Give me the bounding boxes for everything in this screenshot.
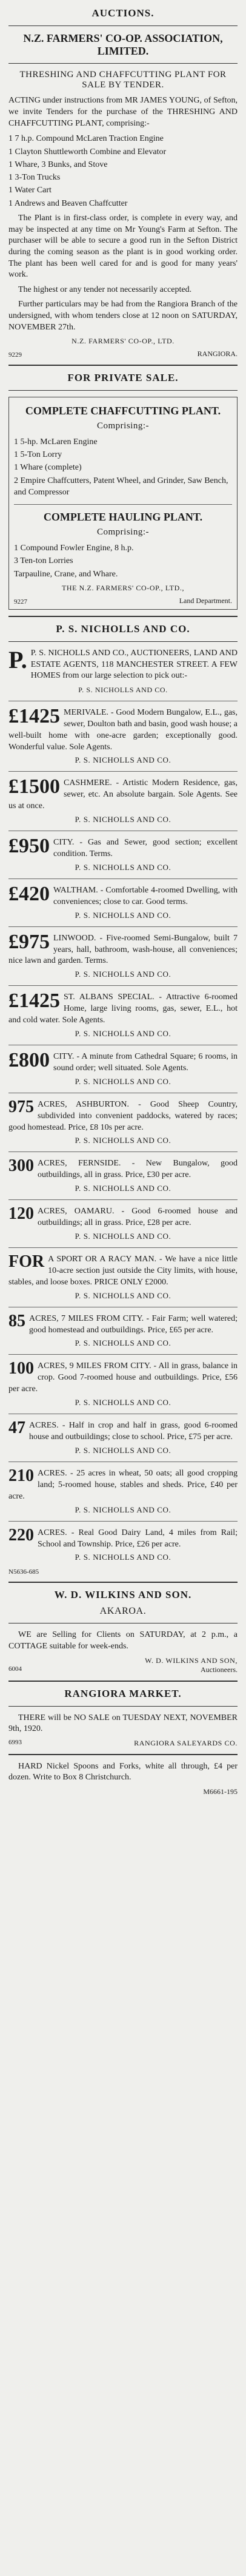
last-notice-text: HARD Nickel Spoons and Forks, white all through, £4 per dozen. Write to Box 8 Christchurch.	[8, 1761, 238, 1782]
listing-price: £975	[8, 930, 50, 953]
divider	[8, 25, 238, 26]
listing-text: MERIVALE. - Good Modern Bungalow, E.L., gas, sewer, Doulton bath and basin, good wash house; a well-built home with one-acre garden; exceptionally good. Wonderful value. Sole Agents.	[8, 707, 238, 752]
notice-number: N5636-685	[8, 1568, 39, 1576]
listing-agent: P. S. NICHOLLS AND CO.	[75, 862, 171, 872]
hauling-items	[14, 542, 232, 580]
divider	[8, 1521, 238, 1522]
nicholls-listings	[8, 704, 238, 1563]
hauling-item: Tarpauline, Crane, and Whare.	[14, 569, 118, 579]
plant-item: 1 Whare (complete)	[14, 463, 82, 473]
listing	[8, 1420, 238, 1455]
divider	[8, 878, 238, 879]
plant-item: 1 5-Ton Lorry	[14, 450, 62, 460]
auction-inspection: The Plant is in first-class order, is complete in every way, and may be inspected at any time on Mr Young's Farm at Sefton. The purchaser will be able to secure a good run in the Sefton District during the coming season as the plant is in good working order. The plant has been well cared for and is good for many years' work.	[8, 214, 238, 280]
divider	[8, 1706, 238, 1707]
plant-item: 2 Empire Chaffcutters, Patent Wheel, and Grinder, Saw Bench, and Compressor	[14, 476, 228, 497]
divider	[8, 771, 238, 772]
listing-price: £1425	[8, 704, 60, 727]
nicholls-intro	[8, 648, 238, 682]
listing-text: CITY. - A minute from Cathedral Square; 6 rooms, in sound order; well situated. Sole Agents.	[53, 1052, 238, 1073]
listing	[8, 882, 238, 920]
listing-agent: P. S. NICHOLLS AND CO.	[75, 910, 171, 920]
nicholls-footer	[8, 1568, 238, 1576]
listing-text: ACRES, OAMARU. - Good 6-roomed house and outbuildings; all in grass. Price, £28 per acre.	[38, 1207, 238, 1228]
hauling-item: 3 Ten-ton Lorries	[14, 556, 73, 566]
notice-number: 6993	[8, 1738, 22, 1746]
listing	[8, 1361, 238, 1408]
divider	[8, 1754, 238, 1755]
auction-item: 1 3-Ton Trucks	[8, 173, 61, 183]
listing-agent: P. S. NICHOLLS AND CO.	[75, 969, 171, 979]
auction-item: 1 7 h.p. Compound McLaren Traction Engine	[8, 134, 164, 144]
divider	[8, 63, 238, 64]
listing-agent: P. S. NICHOLLS AND CO.	[75, 1184, 171, 1193]
listing-agent: P. S. NICHOLLS AND CO.	[75, 1553, 171, 1562]
listing	[8, 1158, 238, 1193]
divider	[8, 1151, 238, 1152]
divider	[8, 1247, 238, 1248]
auction-item: 1 Clayton Shuttleworth Combine and Elevator	[8, 147, 167, 157]
listing-price: 120	[8, 1204, 34, 1224]
wilkins-role: Auctioneers.	[201, 1665, 238, 1674]
listing-agent: P. S. NICHOLLS AND CO.	[75, 1505, 171, 1514]
listing-text: ACRES, 9 MILES FROM CITY. - All in grass, balance in crop. Good 7-roomed house and outbuildings. Price, £56 per acre.	[8, 1361, 238, 1394]
listing	[8, 837, 238, 872]
auction-signline	[8, 349, 238, 359]
divider	[8, 1199, 238, 1200]
auction-item: 1 Whare, 3 Bunks, and Stove	[8, 160, 108, 169]
listing-price: £950	[8, 835, 50, 858]
listing-text: ACRES. - 25 acres in wheat, 50 oats; all good cropping land; 5-roomed house, stables and sheds. Price, £40 per acre.	[8, 1468, 238, 1501]
listing	[8, 930, 238, 980]
private-sale-header: FOR PRIVATE SALE.	[67, 372, 179, 384]
wilkins-place: AKAROA.	[99, 1606, 147, 1617]
listing-text: CITY. - Gas and Sewer, good section; excellent condition. Terms.	[53, 838, 238, 858]
comprising-label: Comprising:-	[96, 420, 149, 431]
listing-text: A SPORT OR A RACY MAN. - We have a nice little 10-acre section just outside the City limits, with house, stables, and loose boxes. PRICE ONLY £2000.	[8, 1255, 238, 1287]
auction-further: Further particulars may be had from the Rangiora Branch of the undersigned, with whom tenders close at 12 noon on SATURDAY, NOVEMBER 27th.	[8, 300, 238, 332]
auction-subtitle: THRESHING AND CHAFFCUTTING PLANT FOR SALE BY TENDER.	[19, 70, 227, 90]
divider	[8, 365, 238, 366]
divider	[8, 1681, 238, 1682]
listing	[8, 704, 238, 766]
listing-agent: P. S. NICHOLLS AND CO.	[75, 1338, 171, 1348]
hauling-title: COMPLETE HAULING PLANT.	[43, 511, 203, 524]
wilkins-footer	[8, 1665, 238, 1674]
auction-notice	[8, 32, 238, 359]
auction-disclaimer: The highest or any tender not necessarily accepted.	[18, 285, 192, 294]
private-sale-signature: THE N.Z. FARMERS' CO-OP., LTD.,	[61, 584, 185, 593]
listing-text: ACRES. - Real Good Dairy Land, 4 miles from Rail; School and Township. Price, £26 per acre.	[38, 1528, 238, 1549]
listing	[8, 1525, 238, 1563]
listing	[8, 1468, 238, 1515]
listing-price: 47	[8, 1418, 25, 1438]
listing-agent: P. S. NICHOLLS AND CO.	[75, 815, 171, 824]
notice-number: 9229	[8, 351, 22, 359]
notice-number: M6661-195	[203, 1787, 238, 1796]
listing-price: 210	[8, 1466, 34, 1485]
hauling-comprising-label: Comprising:-	[96, 527, 149, 538]
listing	[8, 1099, 238, 1146]
listing	[8, 992, 238, 1039]
plant-item: 1 5-hp. McLaren Engine	[14, 437, 98, 447]
listing	[8, 775, 238, 824]
listing	[8, 1313, 238, 1349]
wilkins-text: WE are Selling for Clients on SATURDAY, at 2 p.m., a COTTAGE suitable for week-ends.	[8, 1630, 238, 1651]
private-sale-box	[8, 397, 238, 610]
listing	[8, 1254, 238, 1301]
listing-agent: P. S. NICHOLLS AND CO.	[75, 1290, 171, 1300]
listing-text: ACRES, FERNSIDE. - New Bungalow, good outbuildings, all in grass. Price, £30 per acre.	[38, 1159, 238, 1180]
listing-text: ACRES, ASHBURTON. - Good Sheep Country, subdivided into convenient paddocks, watered by races; good homestead. Price, £8 10s per acre.	[8, 1099, 238, 1132]
divider	[8, 1582, 238, 1583]
listing	[8, 1051, 238, 1087]
listing-text: WALTHAM. - Comfortable 4-roomed Dwelling, with conveniences; close to car. Good terms.	[53, 885, 238, 906]
auction-intro: ACTING under instructions from MR JAMES YOUNG, of Sefton, we invite Tenders for the purchase of the THRESHING AND CHAFFCUTTING PLANT, comprising:-	[8, 96, 238, 128]
listing-price: £1425	[8, 990, 60, 1013]
hauling-item: 1 Compound Fowler Engine, 8 h.p.	[14, 544, 134, 553]
listing-price: 220	[8, 1525, 34, 1545]
rangiora-market-footer	[8, 1739, 238, 1748]
auction-items	[8, 133, 238, 209]
listing-text: ACRES, 7 MILES FROM CITY. - Fair Farm; well watered; good homestead and outbuildings. Price, £65 per acre.	[29, 1313, 238, 1335]
listing-agent: P. S. NICHOLLS AND CO.	[75, 1445, 171, 1455]
notice-number: 6004	[8, 1665, 22, 1673]
listing-price: 100	[8, 1359, 34, 1378]
divider	[8, 616, 238, 617]
private-sale-dept: Land Department.	[179, 596, 232, 605]
private-sale-signline	[14, 596, 232, 605]
rangiora-market-text: THERE will be NO SALE on TUESDAY NEXT, NOVEMBER 9th, 1920.	[8, 1713, 238, 1734]
listing-price: 300	[8, 1156, 34, 1176]
dropcap: P.	[8, 646, 27, 674]
listing-price: 975	[8, 1097, 34, 1116]
listing-agent: P. S. NICHOLLS AND CO.	[75, 1398, 171, 1408]
rangiora-market-header: RANGIORA MARKET.	[64, 1687, 182, 1699]
listing-text: ST. ALBANS SPECIAL. - Attractive 6-roomed Home, large living rooms, gas, sewer, E.L., hot and cold water. Sole Agents.	[8, 993, 238, 1025]
listing-price: £1500	[8, 775, 60, 798]
listing-price: FOR	[8, 1252, 45, 1272]
listing-agent: P. S. NICHOLLS AND CO.	[75, 1136, 171, 1145]
auction-item: 1 Andrews and Beaven Chaffcutter	[8, 198, 128, 208]
plant-title: COMPLETE CHAFFCUTTING PLANT.	[25, 405, 221, 417]
listing-price: 85	[8, 1311, 25, 1330]
auction-signature: N.Z. FARMERS' CO-OP., LTD.	[71, 337, 175, 346]
listing-price: £800	[8, 1049, 50, 1072]
divider	[8, 390, 238, 391]
auction-org-title: N.Z. FARMERS' CO-OP. ASSOCIATION, LIMITED.	[23, 32, 223, 57]
divider	[8, 1354, 238, 1355]
listing-text: CASHMERE. - Artistic Modern Residence, gas, sewer, etc. An absolute bargain. Sole Agents. See us at once.	[8, 778, 238, 811]
rangiora-market-signature: RANGIORA SALEYARDS CO.	[134, 1738, 238, 1747]
listing-agent: P. S. NICHOLLS AND CO.	[75, 1029, 171, 1039]
listing-text: LINWOOD. - Five-roomed Semi-Bungalow, built 7 years, hall, bathroom, wash-house, all conveniences; nice lawn and garden. Terms.	[8, 933, 238, 966]
listing-text: ACRES. - Half in crop and half in grass, good 6-roomed house and outbuildings; close to school. Price, £75 per acre.	[29, 1421, 238, 1442]
section-header: AUCTIONS.	[91, 7, 155, 19]
nicholls-intro-text: P. S. NICHOLLS AND CO., AUCTIONEERS, LAND AND ESTATE AGENTS, 118 MANCHESTER STREET. A FEW HOMES from our large selection to pick out:-	[30, 649, 238, 681]
divider	[8, 926, 238, 927]
divider	[14, 504, 232, 505]
listing-price: £420	[8, 882, 50, 905]
auction-signature-place: RANGIORA.	[197, 349, 238, 359]
notice-number: 9227	[14, 598, 27, 606]
wilkins-signature: W. D. WILKINS AND SON,	[145, 1656, 238, 1665]
auction-item: 1 Water Cart	[8, 186, 52, 195]
listing-agent: P. S. NICHOLLS AND CO.	[75, 1076, 171, 1086]
divider	[8, 985, 238, 986]
plant-items	[14, 436, 232, 499]
nicholls-agent: P. S. NICHOLLS AND CO.	[78, 685, 168, 694]
listing-agent: P. S. NICHOLLS AND CO.	[75, 755, 171, 765]
nicholls-header: P. S. NICHOLLS AND CO.	[56, 623, 190, 635]
listing-agent: P. S. NICHOLLS AND CO.	[75, 1232, 171, 1241]
divider	[8, 641, 238, 642]
wilkins-header: W. D. WILKINS AND SON.	[54, 1589, 192, 1601]
listing	[8, 1206, 238, 1241]
